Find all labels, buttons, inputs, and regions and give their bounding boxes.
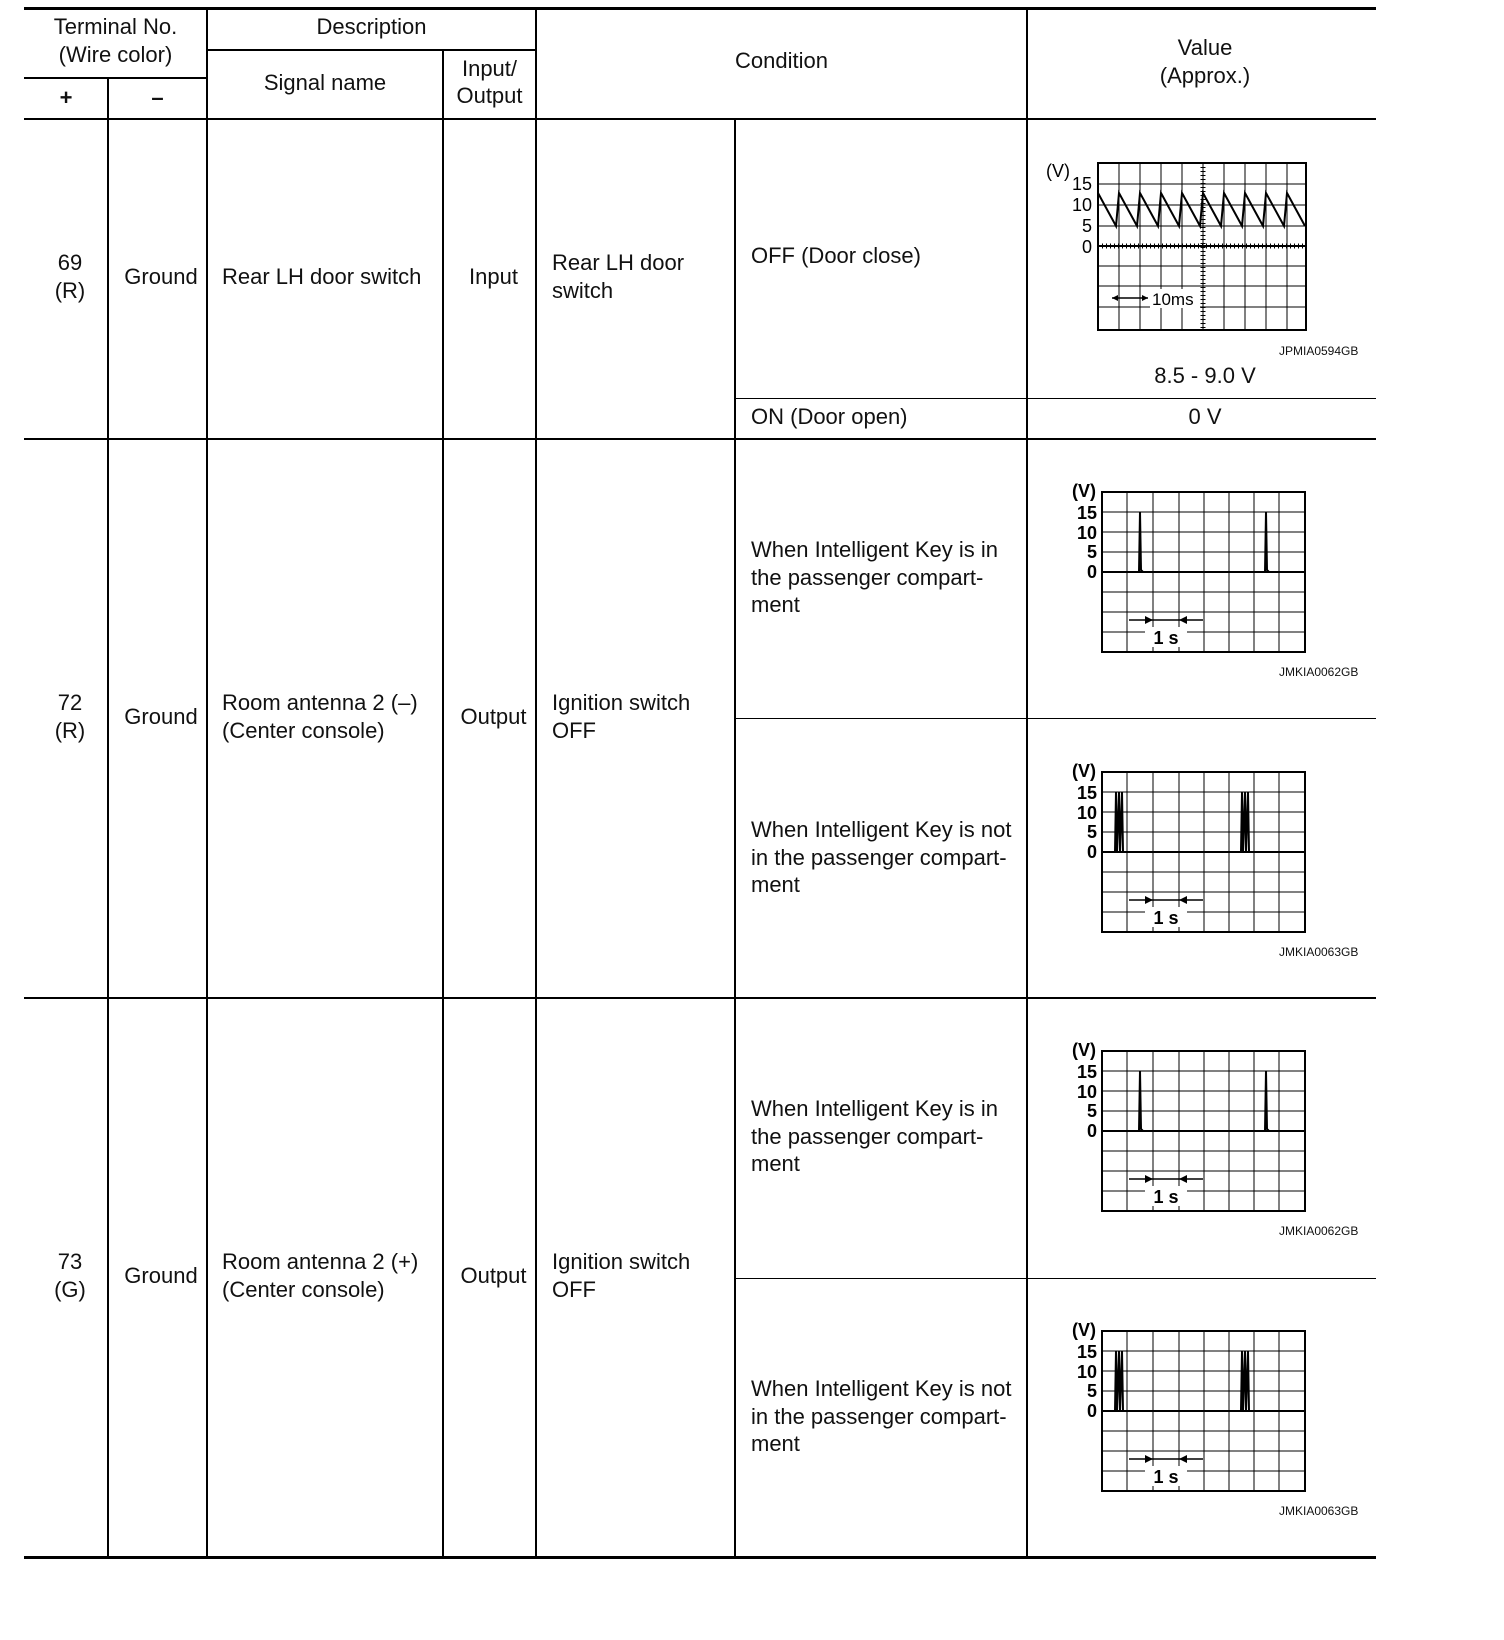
axis-unit: (V)	[1072, 481, 1096, 501]
header-divider	[207, 49, 536, 51]
header-value-1: Value	[1177, 35, 1233, 60]
time-scale: 1 s	[1153, 908, 1179, 928]
condition: Ignition switch	[552, 1249, 691, 1274]
axis-unit: (V)	[1046, 161, 1070, 181]
y-tick: 10	[1076, 1362, 1097, 1382]
y-tick: 15	[1076, 783, 1097, 803]
y-tick: 5	[1086, 542, 1097, 562]
waveform-key-outside	[1065, 760, 1310, 935]
header-condition: Condition	[735, 48, 828, 73]
header-divider	[24, 77, 207, 79]
wire-color: (R)	[54, 278, 86, 303]
voltage-value: 8.5 - 9.0 V	[1154, 363, 1256, 388]
sub-condition: When Intelligent Key is in	[751, 1096, 999, 1121]
figure-code: JMKIA0062GB	[1279, 1224, 1359, 1238]
sub-condition: ment	[751, 872, 800, 897]
sub-condition: the passenger compart-	[751, 1124, 984, 1149]
sub-condition: ment	[751, 1431, 800, 1456]
figure-code: JMKIA0063GB	[1279, 945, 1359, 959]
y-tick: 10	[1076, 803, 1097, 823]
ground-terminal: Ground	[124, 264, 198, 289]
header-plus: +	[59, 85, 73, 110]
y-tick: 10	[1076, 523, 1097, 543]
time-scale: 1 s	[1153, 628, 1179, 648]
figure-code: JPMIA0594GB	[1279, 344, 1359, 358]
sub-condition: When Intelligent Key is not	[751, 1376, 1012, 1401]
y-tick: 15	[1071, 174, 1092, 194]
y-tick: 0	[1086, 842, 1097, 862]
header-signal-name: Signal name	[263, 70, 387, 95]
sub-condition: When Intelligent Key is in	[751, 537, 999, 562]
column-divider	[535, 8, 537, 1557]
signal-name: Room antenna 2 (–)	[222, 690, 418, 715]
waveform-door-switch	[1040, 155, 1320, 335]
header-wire-color: (Wire color)	[58, 42, 173, 67]
condition: OFF	[552, 718, 596, 743]
y-tick: 5	[1086, 822, 1097, 842]
waveform-key-outside	[1065, 1319, 1310, 1494]
wire-color: (G)	[54, 1277, 86, 1302]
header-description: Description	[316, 14, 427, 39]
terminal-number: 73	[57, 1249, 83, 1274]
column-divider	[206, 8, 208, 1557]
y-tick: 5	[1086, 1381, 1097, 1401]
column-divider	[1026, 8, 1028, 1557]
header-input-output-2: Output	[456, 83, 523, 108]
ground-terminal: Ground	[124, 704, 198, 729]
ground-terminal: Ground	[124, 1263, 198, 1288]
condition: Ignition switch	[552, 690, 691, 715]
condition: OFF	[552, 1277, 596, 1302]
condition: Rear LH door	[552, 250, 685, 275]
terminal-number: 69	[57, 250, 83, 275]
table-bottom-rule	[24, 1556, 1376, 1559]
sub-row-divider	[735, 718, 1376, 719]
waveform-key-inside	[1065, 480, 1310, 655]
y-tick: 10	[1071, 195, 1092, 215]
figure-code: JMKIA0063GB	[1279, 1504, 1359, 1518]
y-tick: 15	[1076, 503, 1097, 523]
table-top-rule	[24, 7, 1376, 10]
row-divider	[24, 438, 1376, 440]
sub-condition: in the passenger compart-	[751, 1404, 1007, 1429]
y-tick: 0	[1081, 237, 1092, 257]
y-tick: 10	[1076, 1082, 1097, 1102]
terminal-number: 72	[57, 690, 83, 715]
row-divider	[24, 997, 1376, 999]
sub-condition: the passenger compart-	[751, 565, 984, 590]
signal-name: Rear LH door switch	[222, 264, 422, 289]
voltage-value: 0 V	[1188, 404, 1222, 429]
sub-condition: When Intelligent Key is not	[751, 817, 1012, 842]
sub-condition: ment	[751, 1151, 800, 1176]
condition: switch	[552, 278, 614, 303]
signal-name: Room antenna 2 (+)	[222, 1249, 419, 1274]
signal-name: (Center console)	[222, 718, 385, 743]
time-scale: 1 s	[1153, 1187, 1179, 1207]
figure-code: JMKIA0062GB	[1279, 665, 1359, 679]
header-bottom-rule	[24, 118, 1376, 120]
sub-condition: ON (Door open)	[751, 404, 908, 429]
header-minus: –	[151, 85, 164, 110]
y-tick: 0	[1086, 1401, 1097, 1421]
time-scale: 10ms	[1152, 290, 1194, 309]
header-terminal-no: Terminal No.	[53, 14, 178, 39]
column-divider	[734, 118, 736, 1557]
y-tick: 0	[1086, 1121, 1097, 1141]
y-tick: 15	[1076, 1342, 1097, 1362]
sub-condition: ment	[751, 592, 800, 617]
wire-color: (R)	[54, 718, 86, 743]
sub-row-divider	[735, 1278, 1376, 1279]
y-tick: 0	[1086, 562, 1097, 582]
time-scale: 1 s	[1153, 1467, 1179, 1487]
signal-name: (Center console)	[222, 1277, 385, 1302]
io-type: Output	[460, 1263, 527, 1288]
y-tick: 15	[1076, 1062, 1097, 1082]
header-input-output-1: Input/	[461, 56, 518, 81]
sub-condition: in the passenger compart-	[751, 845, 1007, 870]
y-tick: 5	[1081, 216, 1092, 236]
sub-row-divider	[735, 398, 1376, 399]
header-value-2: (Approx.)	[1159, 63, 1251, 88]
axis-unit: (V)	[1072, 761, 1096, 781]
y-tick: 5	[1086, 1101, 1097, 1121]
axis-unit: (V)	[1072, 1320, 1096, 1340]
io-type: Input	[469, 264, 518, 289]
waveform-key-inside	[1065, 1039, 1310, 1214]
axis-unit: (V)	[1072, 1040, 1096, 1060]
sub-condition: OFF (Door close)	[751, 243, 921, 268]
io-type: Output	[460, 704, 527, 729]
